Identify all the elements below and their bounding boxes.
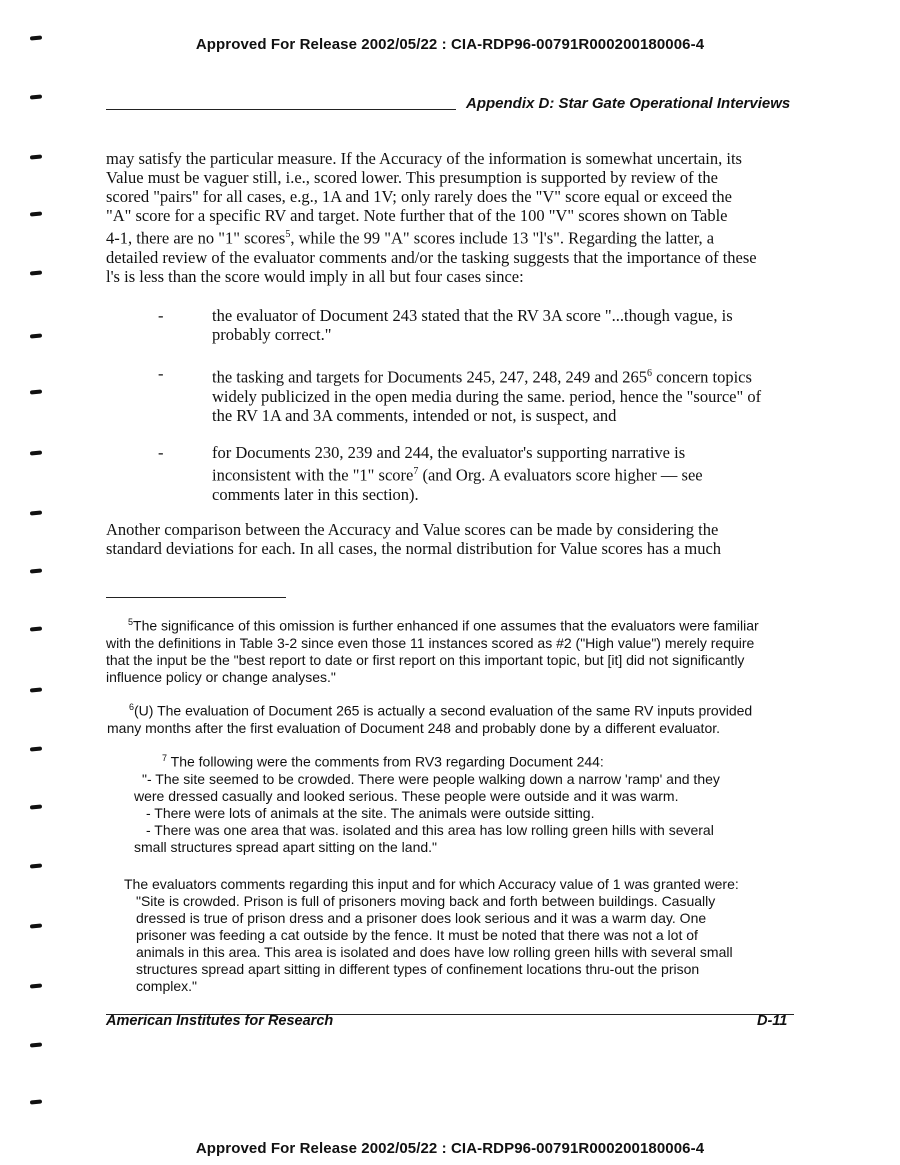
scan-margin-mark (30, 510, 42, 515)
text-line: the RV 1A and 3A comments, intended or not, is suspect, and (212, 405, 617, 425)
text-segment: the tasking and targets for Documents 245, 247, 248, 249 and 265 (212, 367, 648, 387)
text-line: dressed is true of prison dress and a prisoner does look serious and it was a warm day. One (136, 910, 707, 926)
text-line: "A" score for a specific RV and target. Note further that of the 100 "V" scores shown on Table (106, 206, 728, 225)
footnote-separator (106, 597, 286, 598)
text-segment: concern topics (652, 367, 752, 387)
scan-margin-mark (30, 94, 42, 99)
text-line: detailed review of the evaluator comments and/or the tasking suggests that the importance of these (106, 247, 757, 267)
text-line (106, 225, 796, 248)
text-segment: The significance of this omission is further enhanced if one assumes that the evaluators were familiar (133, 617, 759, 634)
text-line: influence policy or change analyses." (106, 668, 336, 685)
text-line (212, 364, 796, 387)
scan-margin-mark (30, 626, 42, 631)
scan-margin-mark (30, 211, 42, 216)
text-line: with the definitions in Table 3-2 since even those 11 instances scored as #2 ("High value") merely require (106, 634, 755, 651)
footnote-6 (107, 699, 797, 737)
scan-margin-mark (30, 923, 42, 928)
text-segment: , while the 99 "A" scores include 13 "l's". Regarding the latter, a (290, 228, 715, 248)
scan-margin-mark (30, 154, 42, 159)
footnote-7 (132, 750, 792, 856)
text-segment: inconsistent with the "1" score (212, 465, 414, 485)
scan-margin-mark (30, 687, 42, 692)
text-line: - There was one area that was. isolated and this area has low rolling green hills with several (146, 821, 714, 838)
body-paragraph-1 (106, 149, 796, 286)
text-line (107, 699, 797, 720)
bullet-text (212, 443, 796, 504)
footnote-ref-5: 5 (285, 229, 291, 240)
footer-organization: American Institutes for Research (106, 1013, 334, 1029)
scan-margin-mark (30, 1042, 42, 1047)
evaluator-comments-block (124, 876, 796, 995)
text-line (106, 614, 796, 635)
appendix-header-title: Appendix D: Star Gate Operational Interviews (466, 95, 791, 112)
footer-page-number: D-11 (757, 1013, 788, 1029)
text-line: Value must be vaguer still, i.e., scored lower. This presumption is supported by review of the (106, 168, 718, 187)
text-line: l's is less than the score would imply in all but four cases since: (106, 266, 524, 286)
scan-margin-mark (30, 333, 42, 338)
text-segment: (U) The evaluation of Document 265 is actually a second evaluation of the same RV inputs provided (134, 702, 753, 719)
footnote-number: 5 (128, 617, 134, 627)
text-line: - There were lots of animals at the site. The animals were outside sitting. (146, 804, 595, 821)
scan-margin-mark (30, 804, 42, 809)
footnote-ref-7: 7 (413, 466, 419, 477)
text-line: complex." (136, 978, 197, 994)
text-line: "- The site seemed to be crowded. There were people walking down a narrow 'ramp' and they (142, 770, 720, 787)
text-line: were dressed casually and looked serious. These people were outside and it was warm. (134, 787, 679, 804)
scan-margin-mark (30, 1099, 42, 1104)
text-line: small structures spread apart sitting on the land." (134, 838, 438, 855)
text-line: may satisfy the particular measure. If the Accuracy of the information is somewhat uncertain, its (106, 149, 742, 168)
footnote-5 (106, 614, 796, 686)
footnote-number: 6 (129, 702, 135, 712)
bullet-dash: - (158, 364, 164, 383)
release-footer: Approved For Release 2002/05/22 : CIA-RDP96-00791R000200180006-4 (195, 1140, 705, 1157)
bullet-dash: - (158, 443, 164, 462)
header-rule (106, 109, 456, 110)
footnote-number: 7 (162, 753, 168, 763)
text-line: animals in this area. This area is isolated and does have low rolling green hills with several small (136, 944, 733, 960)
text-line: probably correct." (212, 325, 332, 344)
scan-margin-mark (30, 389, 42, 394)
text-line: comments later in this section). (212, 484, 419, 504)
footnote-ref-6: 6 (647, 368, 653, 379)
bullet-text (212, 364, 796, 425)
text-line: scored "pairs" for all cases, e.g., 1A and 1V; only rarely does the "V" score equal or exceed the (106, 187, 732, 206)
text-segment: (and Org. A evaluators score higher — see (418, 465, 703, 485)
text-segment: 4-1, there are no "1" scores (106, 228, 286, 248)
text-line: structures spread apart sitting in different types of confinement locations thru-out the prison (136, 961, 700, 977)
text-line (132, 750, 792, 771)
text-line: Another comparison between the Accuracy and Value scores can be made by considering the (106, 520, 719, 539)
text-line: the evaluator of Document 243 stated that the RV 3A score "...though vague, is (212, 306, 733, 325)
text-line: standard deviations for each. In all cases, the normal distribution for Value scores has a much (106, 539, 722, 558)
text-line: that the input be the "best report to date or first report on this important topic, but [it] did not significantly (106, 651, 745, 668)
scan-margin-mark (30, 863, 42, 868)
text-line: for Documents 230, 239 and 244, the evaluator's supporting narrative is (212, 443, 686, 462)
scan-margin-mark (30, 983, 42, 988)
scan-margin-mark (30, 568, 42, 573)
bullet-text (212, 306, 796, 344)
text-line: prisoner was feeding a cat outside by the fence. It must be noted that there was not a lot of (136, 927, 698, 943)
text-line (212, 462, 796, 485)
text-line: The evaluators comments regarding this input and for which Accuracy value of 1 was granted were: (124, 876, 739, 892)
text-line: many months after the first evaluation of Document 248 and probably done by a different evaluator. (107, 719, 721, 736)
body-paragraph-2 (106, 520, 796, 558)
scan-margin-mark (30, 746, 42, 751)
text-line: widely publicized in the open media during the same. period, hence the "source" of (212, 386, 762, 406)
text-segment: The following were the comments from RV3 regarding Document 244: (167, 753, 604, 770)
release-header: Approved For Release 2002/05/22 : CIA-RDP96-00791R000200180006-4 (195, 36, 705, 53)
scan-margin-mark (30, 450, 42, 455)
text-line: "Site is crowded. Prison is full of prisoners moving back and forth between buildings. Casually (136, 893, 716, 909)
scan-margin-mark (30, 270, 42, 275)
bullet-dash: - (158, 306, 164, 325)
